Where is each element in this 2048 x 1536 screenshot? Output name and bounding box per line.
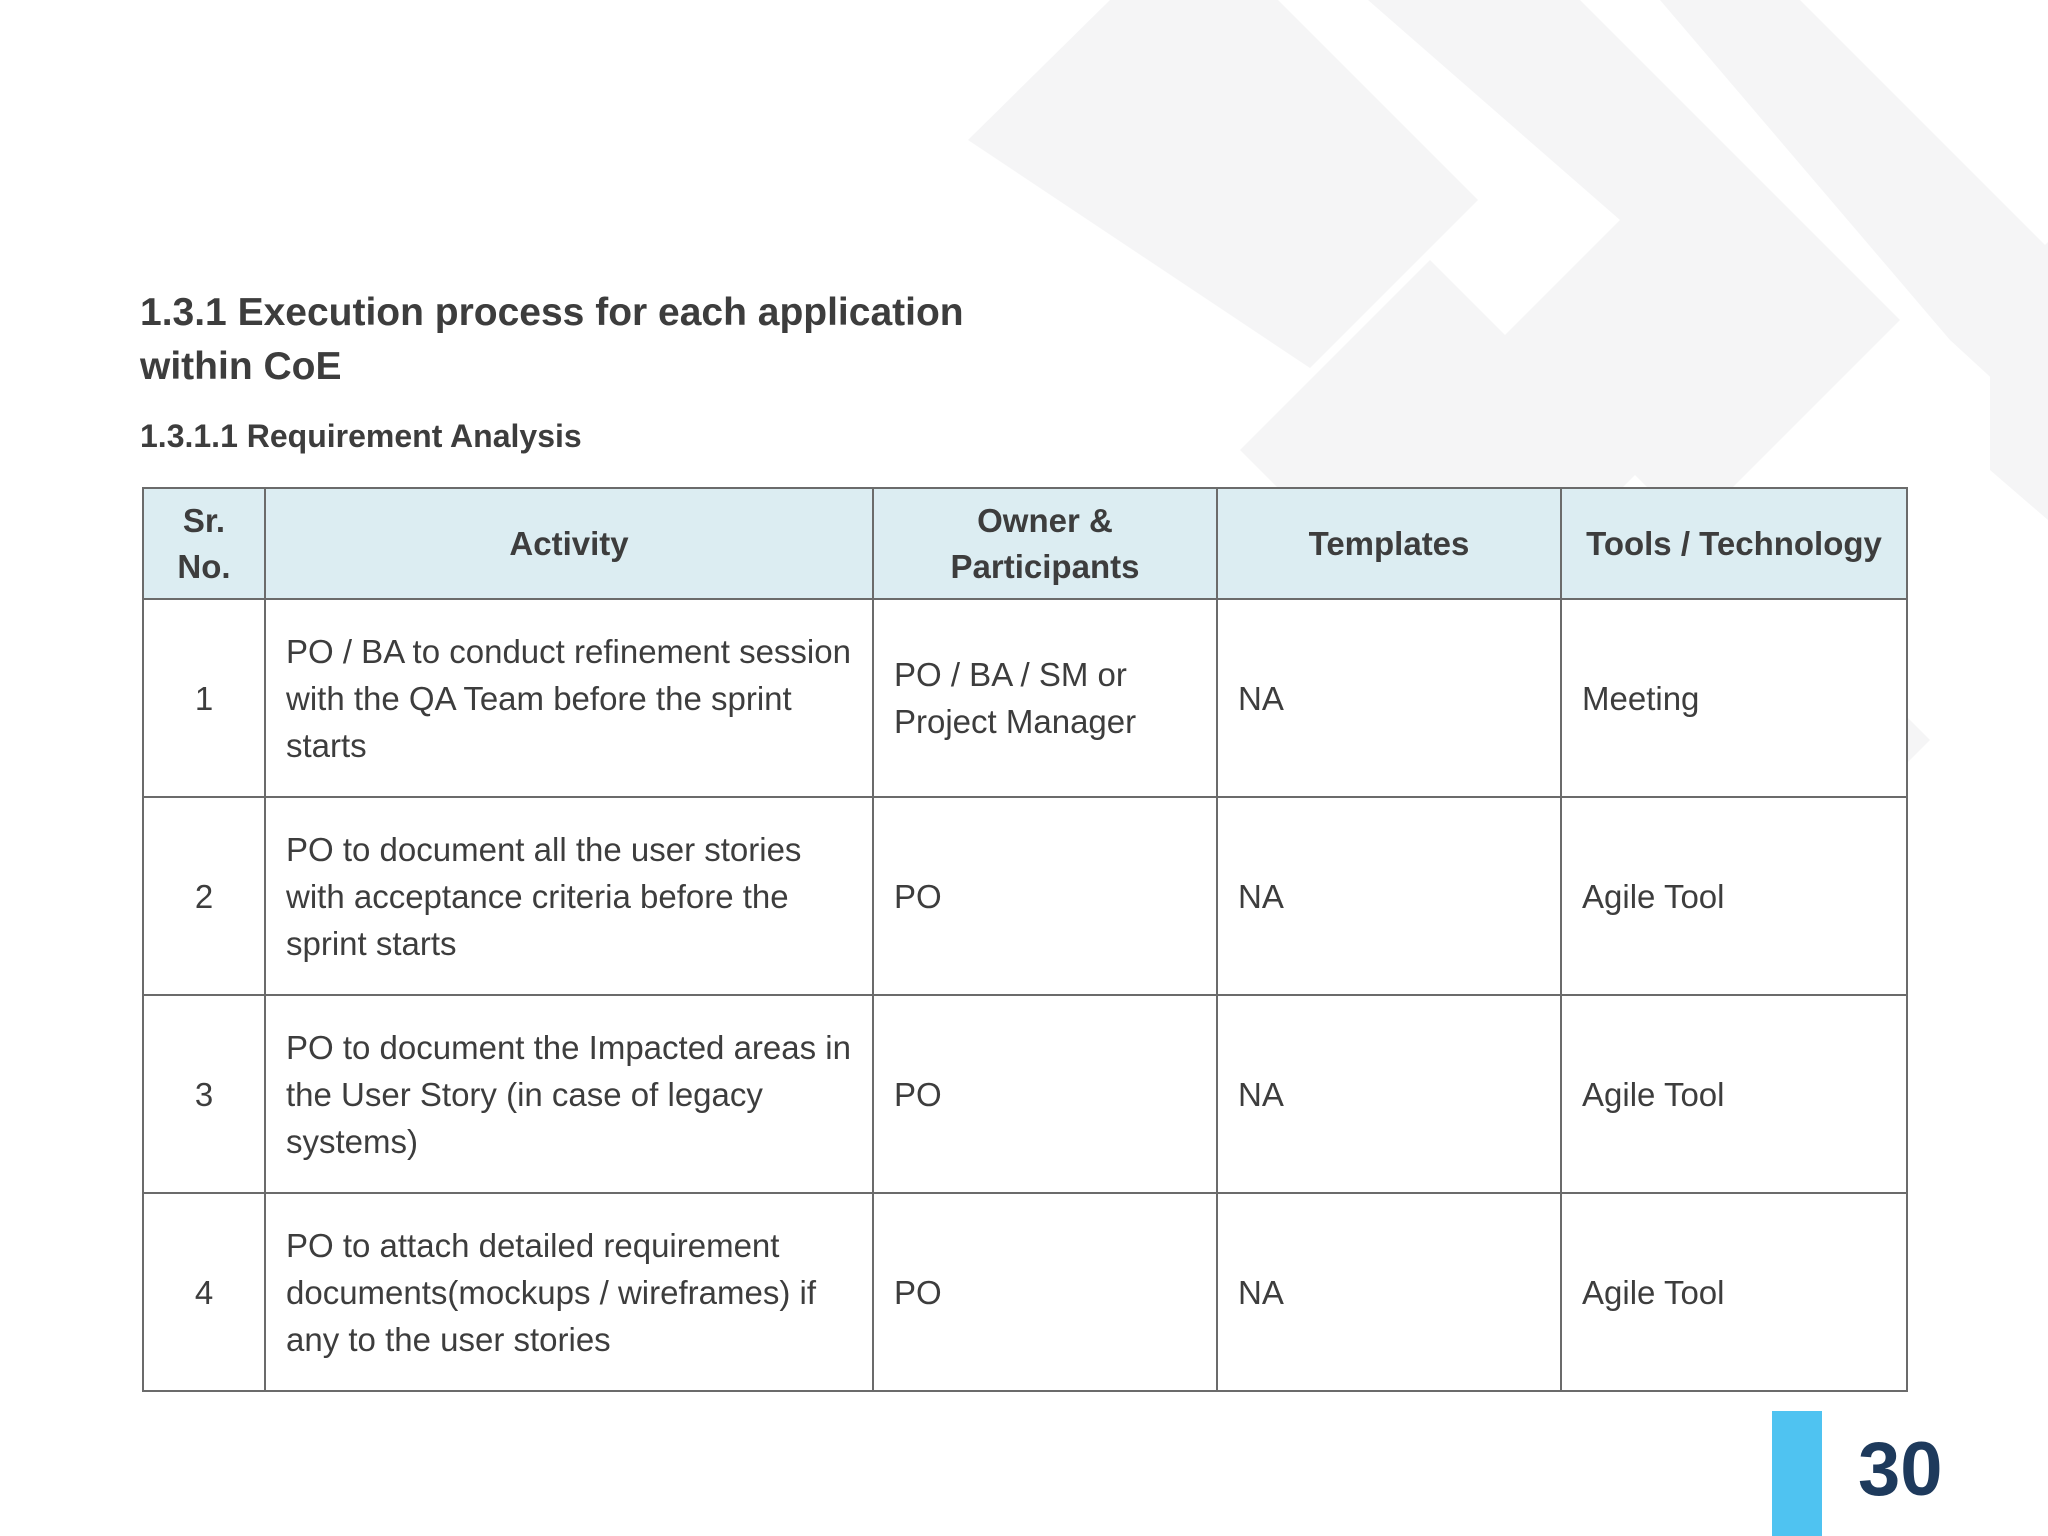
cell-templates: NA (1217, 599, 1561, 797)
cell-activity: PO to attach detailed requirement documents(mockups / wireframes) if any to the user stories (265, 1193, 873, 1391)
requirement-analysis-table (142, 487, 1908, 1392)
cell-activity: PO to document all the user stories with acceptance criteria before the sprint starts (265, 797, 873, 995)
cell-templates: NA (1217, 1193, 1561, 1391)
table-row (143, 1193, 1907, 1391)
cell-templates: NA (1217, 995, 1561, 1193)
cell-owner: PO (873, 797, 1217, 995)
cell-sr-no: 3 (143, 995, 265, 1193)
cell-activity: PO to document the Impacted areas in the User Story (in case of legacy systems) (265, 995, 873, 1193)
table-row (143, 797, 1907, 995)
cell-tools: Agile Tool (1561, 797, 1907, 995)
header-sr-no: Sr. No. (143, 488, 265, 599)
cell-tools: Meeting (1561, 599, 1907, 797)
cell-sr-no: 4 (143, 1193, 265, 1391)
cell-owner: PO / BA / SM or Project Manager (873, 599, 1217, 797)
page-number: 30 (1858, 1427, 1943, 1512)
header-owner-participants: Owner & Participants (873, 488, 1217, 599)
cell-templates: NA (1217, 797, 1561, 995)
header-activity: Activity (265, 488, 873, 599)
header-tools-technology: Tools / Technology (1561, 488, 1907, 599)
cell-sr-no: 1 (143, 599, 265, 797)
cell-tools: Agile Tool (1561, 995, 1907, 1193)
subsection-title: 1.3.1.1 Requirement Analysis (140, 418, 582, 454)
section-title: 1.3.1 Execution process for each application within CoE (140, 291, 964, 388)
cell-sr-no: 2 (143, 797, 265, 995)
cell-owner: PO (873, 995, 1217, 1193)
header-templates: Templates (1217, 488, 1561, 599)
cell-tools: Agile Tool (1561, 1193, 1907, 1391)
page-number-accent-bar (1772, 1411, 1822, 1536)
cell-owner: PO (873, 1193, 1217, 1391)
table-row (143, 995, 1907, 1193)
table-row (143, 599, 1907, 797)
cell-activity: PO / BA to conduct refinement session with the QA Team before the sprint starts (265, 599, 873, 797)
table-header-row (143, 488, 1907, 599)
